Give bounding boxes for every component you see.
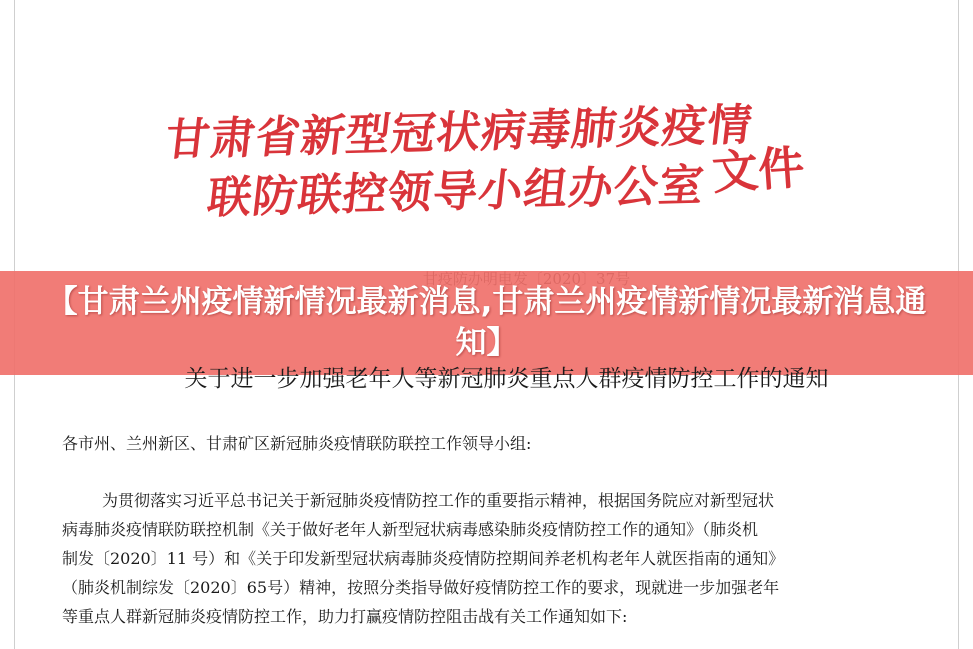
header-issuer-line1: 甘肃省新型冠状病毒肺炎疫情 <box>162 99 756 166</box>
header-document-suffix: 文件 <box>710 139 806 201</box>
body-line: 病毒肺炎疫情联防联控机制《关于做好老年人新型冠状病毒感染肺炎疫情防控工作的通知》（肺炎机 <box>62 520 759 539</box>
body-line: 等重点人群新冠肺炎疫情防控工作，助力打赢疫情防控阻击战有关工作通知如下: <box>62 607 628 626</box>
body-line: 为贯彻落实习近平总书记关于新冠肺炎疫情防控工作的重要指示精神，根据国务院应对新型冠状 <box>102 491 775 510</box>
document-header <box>162 99 816 230</box>
body-line: 制发〔2020〕11 号）和《关于印发新型冠状病毒肺炎疫情防控期间养老机构老年人就医指南的通知》 <box>62 549 785 568</box>
body-line: （肺炎机制综发〔2020〕65号）精神，按照分类指导做好疫情防控工作的要求，现就进一步加强老年 <box>62 578 780 597</box>
document-title-text: 关于进一步加强老年人等新冠肺炎重点人群疫情防控工作的通知 <box>184 366 829 392</box>
overlay-title: 【甘肃兰州疫情新情况最新消息,甘肃兰州疫情新情况最新消息通知】 <box>46 284 927 361</box>
document-salutation: 各市州、兰州新区、甘肃矿区新冠肺炎疫情联防联控工作领导小组: <box>62 434 532 453</box>
document-title <box>0 360 973 393</box>
header-issuer-line2: 联防联控领导小组办公室 <box>204 160 708 224</box>
document-body <box>62 486 917 631</box>
